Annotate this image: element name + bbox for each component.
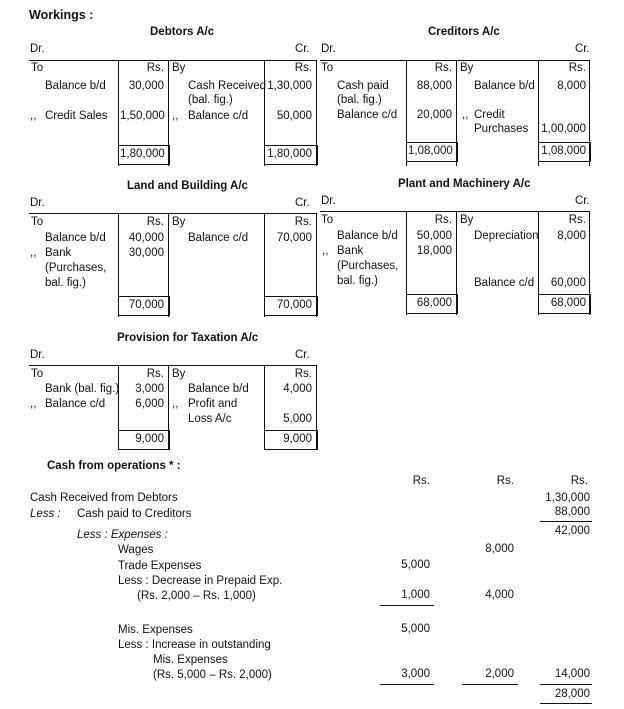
debtors-left-label: Balance b/d [45, 80, 106, 92]
debtors-left-label: Credit Sales [45, 110, 108, 122]
taxation-rs-right: Rs. [294, 368, 312, 380]
land-rs-left: Rs. [146, 216, 164, 228]
land-total-left: 70,000 [128, 299, 164, 311]
plant-left-label3: bal. fig.) [337, 275, 378, 287]
prepaid-calc: (Rs. 2,000 – Rs. 1,000) [137, 590, 256, 602]
land-rs-right: Rs. [294, 216, 312, 228]
prepaid-label: Less : Decrease in Prepaid Exp. [118, 575, 283, 587]
ditto-mark: ,, [322, 245, 329, 257]
plant-left-label: Bank [337, 245, 364, 257]
ditto-mark: ,, [30, 247, 37, 259]
plant-left-amount: 50,000 [416, 230, 452, 242]
prepaid-amount: 1,000 [401, 589, 430, 601]
plant-rs-left: Rs. [434, 214, 452, 226]
taxation-left-amount: 3,000 [135, 383, 164, 395]
creditors-right-label: Credit [474, 109, 505, 121]
taxation-right-label2: Loss A/c [188, 413, 232, 425]
plant-total-left: 68,000 [416, 297, 452, 309]
cash-received-amount: 1,30,000 [545, 492, 590, 504]
plant-left-label: Balance b/d [337, 230, 398, 242]
plant-by: By [460, 214, 474, 226]
plant-total-right: 68,000 [550, 297, 586, 309]
plant-right-label: Balance c/d [474, 277, 535, 289]
land-right-amount: 70,000 [276, 232, 312, 244]
plant-rs-right: Rs. [568, 214, 586, 226]
ditto-mark: ,, [172, 398, 179, 410]
trade-expenses-label: Trade Expenses [118, 560, 202, 572]
col-head-rs: Rs. [412, 475, 430, 487]
debtors-dr-label: Dr. [30, 43, 45, 55]
mis-expenses-amount: 5,000 [401, 623, 430, 635]
cash-received-label: Cash Received from Debtors [30, 492, 178, 504]
creditors-left-label: Cash paid [337, 80, 389, 92]
taxation-left-label: Balance c/d [45, 398, 106, 410]
wages-amount: 8,000 [485, 543, 514, 555]
debtors-by: By [172, 62, 186, 74]
land-left-label: Balance b/d [45, 232, 106, 244]
land-left-amount: 30,000 [128, 247, 164, 259]
cash-subtotal: 42,000 [554, 525, 590, 537]
cash-ops-final: 28,000 [554, 688, 590, 700]
wages-label: Wages [118, 544, 154, 556]
outstanding-calc: (Rs. 5,000 – Rs. 2,000) [153, 669, 272, 681]
mis-expenses-label: Mis. Expenses [118, 624, 193, 636]
creditors-title: Creditors A/c [428, 26, 500, 38]
taxation-right-amount: 5,000 [283, 413, 312, 425]
debtors-right-amount: 50,000 [276, 110, 312, 122]
creditors-left-amount: 88,000 [416, 80, 452, 92]
outstanding-label2: Mis. Expenses [153, 654, 228, 666]
col-head-rs: Rs. [496, 475, 514, 487]
plant-cr-label: Cr. [575, 195, 590, 207]
cash-paid-amount: 88,000 [554, 506, 590, 518]
cash-paid-label: Cash paid to Creditors [77, 508, 192, 520]
debtors-right-label: Cash Received [188, 80, 266, 92]
less-label: Less : [30, 508, 61, 520]
creditors-right-label2: Purchases [474, 123, 529, 135]
taxation-cr-label: Cr. [295, 349, 310, 361]
expenses-total: 14,000 [554, 668, 590, 680]
outstanding-amount: 3,000 [401, 668, 430, 680]
debtors-to: To [31, 62, 44, 74]
plant-right-amount: 8,000 [557, 230, 586, 242]
plant-dr-label: Dr. [321, 195, 336, 207]
land-cr-label: Cr. [295, 197, 310, 209]
taxation-right-amount: 4,000 [283, 383, 312, 395]
land-left-label3: bal. fig.) [45, 277, 86, 289]
land-title: Land and Building A/c [127, 180, 248, 192]
prepaid-net: 4,000 [485, 589, 514, 601]
creditors-left-label: Balance c/d [337, 109, 398, 121]
plant-title: Plant and Machinery A/c [398, 178, 531, 190]
taxation-to: To [31, 368, 44, 380]
debtors-right-amount: 1,30,000 [267, 80, 312, 92]
taxation-left-amount: 6,000 [135, 398, 164, 410]
creditors-cr-label: Cr. [575, 43, 590, 55]
trade-expenses-amount: 5,000 [401, 559, 430, 571]
taxation-total-right: 9,000 [283, 433, 312, 445]
workings-heading: Workings : [29, 8, 94, 22]
debtors-cr-label: Cr. [295, 43, 310, 55]
debtors-total-right: 1,80,000 [267, 148, 312, 160]
land-by: By [172, 216, 186, 228]
taxation-title: Provision for Taxation A/c [117, 332, 259, 344]
land-left-amount: 40,000 [128, 232, 164, 244]
ditto-mark: ,, [30, 110, 37, 122]
creditors-right-amount: 8,000 [557, 80, 586, 92]
taxation-right-label: Balance b/d [188, 383, 249, 395]
plant-right-amount: 60,000 [550, 277, 586, 289]
land-left-label2: (Purchases, [45, 262, 107, 274]
plant-right-label: Depreciation [474, 230, 539, 242]
debtors-rs-right: Rs. [294, 62, 312, 74]
debtors-right-label: Balance c/d [188, 110, 249, 122]
creditors-rs-right: Rs. [568, 62, 586, 74]
creditors-total-right: 1,08,000 [541, 145, 586, 157]
creditors-left-amount: 20,000 [416, 109, 452, 121]
debtors-rs-left: Rs. [146, 62, 164, 74]
debtors-left-amount: 30,000 [128, 80, 164, 92]
debtors-total-left: 1,80,000 [120, 148, 165, 160]
creditors-by: By [460, 62, 474, 74]
taxation-dr-label: Dr. [30, 349, 45, 361]
debtors-right-label2: (bal. fig.) [188, 94, 233, 106]
creditors-right-amount: 1,00,000 [541, 123, 586, 135]
col-head-rs: Rs. [570, 475, 588, 487]
taxation-total-left: 9,000 [135, 433, 164, 445]
creditors-right-label: Balance b/d [474, 80, 535, 92]
land-dr-label: Dr. [30, 197, 45, 209]
land-total-right: 70,000 [276, 299, 312, 311]
cash-ops-title: Cash from operations * : [47, 460, 181, 472]
creditors-to: To [321, 62, 334, 74]
plant-to: To [321, 214, 334, 226]
debtors-left-amount: 1,50,000 [120, 110, 165, 122]
creditors-left-label2: (bal. fig.) [337, 94, 382, 106]
plant-left-label2: (Purchases, [337, 260, 399, 272]
ditto-mark: ,, [172, 110, 179, 122]
outstanding-net: 2,000 [485, 668, 514, 680]
land-right-label: Balance c/d [188, 232, 249, 244]
taxation-by: By [172, 368, 186, 380]
expenses-label: Less : Expenses : [77, 529, 168, 541]
ditto-mark: ,, [462, 109, 469, 121]
taxation-left-label: Bank (bal. fig.) [45, 383, 120, 395]
land-to: To [31, 216, 44, 228]
creditors-total-left: 1,08,000 [408, 145, 453, 157]
land-left-label: Bank [45, 247, 72, 259]
outstanding-label: Less : Increase in outstanding [118, 639, 271, 651]
ditto-mark: ,, [30, 398, 37, 410]
taxation-rs-left: Rs. [146, 368, 164, 380]
creditors-dr-label: Dr. [321, 43, 336, 55]
creditors-rs-left: Rs. [434, 62, 452, 74]
plant-left-amount: 18,000 [416, 245, 452, 257]
taxation-right-label: Profit and [188, 398, 238, 410]
debtors-title: Debtors A/c [150, 26, 215, 38]
